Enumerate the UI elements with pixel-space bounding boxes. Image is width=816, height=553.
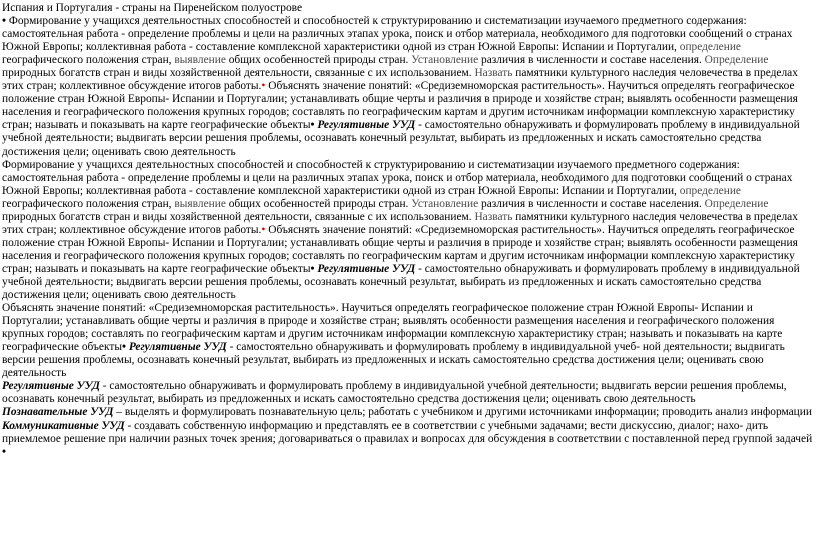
paragraph-regulative-uud: Регулятивные УУД - самостоятельно обнаруживать и формулировать проблему в индивидуальной учебной деятельности; выдвигать версии решения проблемы, осознавать конечный результат, выбирать из предложенных и искать самостоятельно средства достижения цели; оценивать свою деятельность	[2, 380, 787, 406]
bullet-icon: •	[310, 119, 315, 132]
uud-label: Познавательные УУД	[2, 406, 114, 419]
bullet-icon: •	[2, 15, 6, 28]
bullet-icon: •	[310, 262, 315, 275]
paragraph-cognitive-uud: Познавательные УУД – выделять и формулировать познавательную цель; работать с учебником и другими источниками информации; проводить анализ информации	[2, 406, 812, 419]
red-bullet-icon: •	[261, 80, 266, 93]
uud-label: Регулятивные УУД	[126, 341, 227, 354]
uud-label: Регулятивные УУД	[2, 380, 100, 393]
uud-label: Коммуникативные УУД	[2, 419, 125, 432]
paragraph-communicative-uud: Коммуникативные УУД - создавать собственную информацию и представлять ее в соответствии с учебными задачами; вести дискуссию, диалог; нахо- дить приемлемое решение при наличии разных точек зрения; договариваться о правилах и вопросах для обсуждения в соответствии с поставленной перед группой задачей	[2, 419, 813, 445]
red-bullet-icon: •	[261, 223, 266, 236]
document-title: Испания и Португалия - страны на Пиренейском полуострове	[2, 2, 303, 14]
bullet-icon: •	[2, 445, 6, 458]
uud-label: Регулятивные УУД	[314, 262, 416, 275]
uud-label: Регулятивные УУД	[314, 119, 416, 132]
trailing-bullet	[2, 446, 813, 459]
paragraph-concepts: Объяснять значение понятий: «Средиземноморская растительность». Научиться определять географическое положение стран Южной Европы- Испании и Португалии; устанавливать общие черты и различия в природе и хозяйстве стран; выявлять особенности размещения населения и географического положения крупных городов; составлять по географическим картам и другим источникам информации комплексную характеристику стран; называть и показывать на карте географические объекты• Регулятивные УУД - самостоятельно обнаруживать и формулировать проблему в индивидуальной учеб- ной деятельности; выдвигать версии решения проблемы, осознавать конечный результат, выбирать из предложенных и искать самостоятельно средства достижения цели; оценивать свою деятельность	[2, 302, 785, 380]
bullet-icon: •	[122, 341, 126, 354]
paragraph-formation-2: Формирование у учащихся деятельностных способностей и способностей к структурированию и систематизации изучаемого предметного содержания: самостоятельная работа - определение проблемы и цели на различных этапах урока, поиск и отбор материала, необходимого для подготовки сообщений о странах Южной Европы; коллективная работа - составление комплексной характеристики одной из стран Южной Европы: Испании и Португалии, определение географического положения стран, выявление общих особенностей природы стран. Установление различия в численности и составе населения. Определение природных богатств стран и виды хозяйственной деятельности, связанные с их использованием. Назвать памятники культурного наследия человечества в пределах этих стран; коллективное обсуждение итогов работы.• Объяснять значение понятий: «Средиземноморская растительность». Научиться определять географическое положение стран Южной Европы- Испании и Португалии; устанавливать общие черты и различия в природе и хозяйстве стран; выявлять особенности размещения населения и географического положения крупных городов; составлять по географическим картам и другим источникам информации комплексную характеристику стран; называть и показывать на карте географические объекты• Регулятивные УУД - самостоятельно обнаруживать и формулировать проблему в индивидуальной учебной деятельности; выдвигать версии решения проблемы, осознавать конечный результат, выбирать из предложенных и искать самостоятельно средства достижения цели; оценивать свою деятельность	[2, 158, 800, 302]
paragraph-formation-1: • Формирование у учащихся деятельностных способностей и способностей к структурированию и систематизации изучаемого предметного содержания: самостоятельная работа - определение проблемы и цели на различных этапах урока, поиск и отбор материала, необходимого для подготовки сообщений о странах Южной Европы; коллективная работа - составление комплексной характеристики одной из стран Южной Европы: Испании и Португалии, определение географического положения стран, выявление общих особенностей природы стран. Установление различия в численности и составе населения. Определение природных богатств стран и виды хозяйственной деятельности, связанные с их использованием. Назвать памятники культурного наследия человечества в пределах этих стран; коллективное обсуждение итогов работы.• Объяснять значение понятий: «Средиземноморская растительность». Научиться определять географическое положение стран Южной Европы- Испании и Португалии; устанавливать общие черты и различия в природе и хозяйстве стран; выявлять особенности размещения населения и географического положения крупных городов; составлять по географическим картам и другим источникам информации комплексную характеристику стран; называть и показывать на карте географические объекты• Регулятивные УУД - самостоятельно обнаруживать и формулировать проблему в индивидуальной учебной деятельности; выдвигать версии решения проблемы, осознавать конечный результат, выбирать из предложенных и искать самостоятельно средства достижения цели; оценивать свою деятельность	[2, 15, 800, 158]
